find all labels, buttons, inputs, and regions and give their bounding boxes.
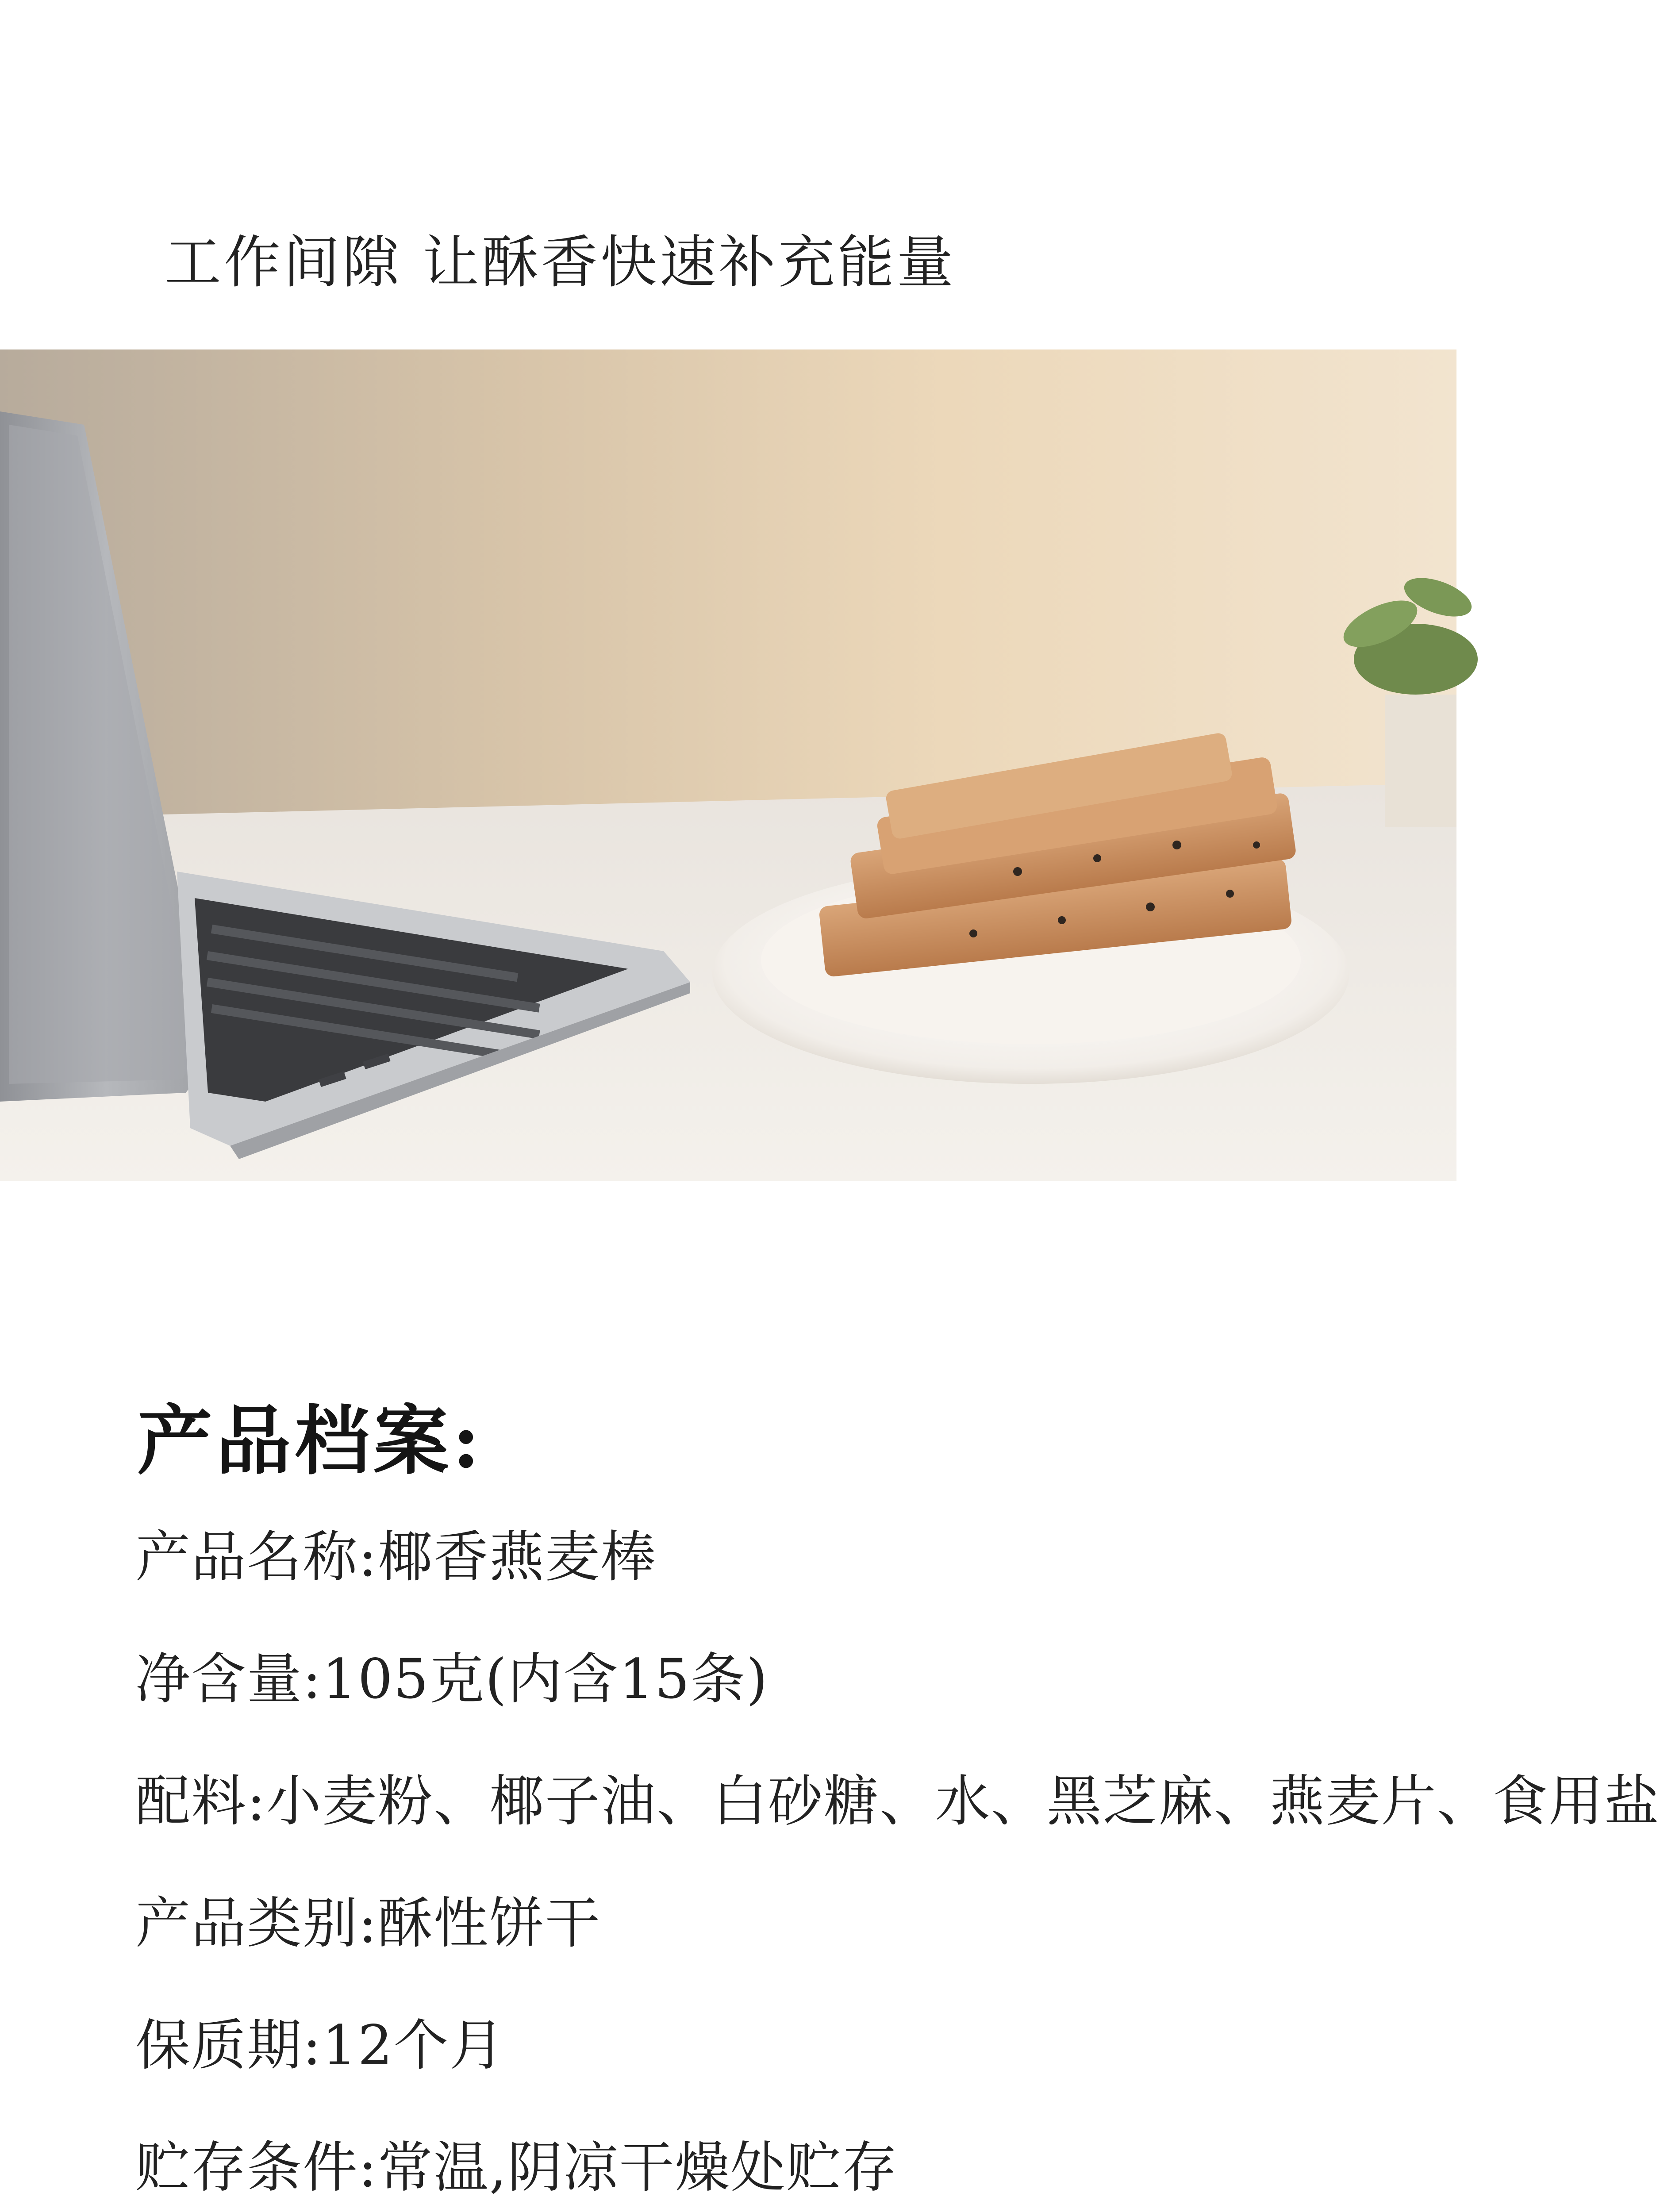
- spec-list: [135, 1513, 1660, 2212]
- spec-row-shelf-life: [135, 2001, 1418, 2124]
- spec-value: 小麦粉、椰子油、白砂糖、水、黑芝麻、燕麦片、食用盐: [266, 1770, 1660, 1833]
- spec-row-storage: [135, 2124, 1418, 2212]
- spec-row-weight: [135, 1635, 1418, 1757]
- profile-title: 产品档案:: [137, 1397, 484, 1485]
- spec-label: 产品类别:: [135, 1892, 378, 1955]
- spec-row-ingredients: [135, 1757, 1660, 1879]
- spec-value: 椰香燕麦棒: [377, 1525, 657, 1589]
- spec-label: 净含量:: [135, 1647, 322, 1711]
- spec-label: 产品名称:: [135, 1525, 378, 1589]
- hero-photo: [0, 349, 1456, 1181]
- spec-value: 常温,阴凉干燥处贮存: [377, 2136, 898, 2200]
- hero-illustration: [0, 349, 1456, 1181]
- spec-row-name: [135, 1513, 1418, 1635]
- spec-row-category: [135, 1879, 1418, 2001]
- spec-value: 105克(内含15条): [322, 1647, 769, 1711]
- spec-label: 保质期:: [135, 2014, 322, 2078]
- tagline: 工作间隙 让酥香快速补充能量: [165, 230, 956, 296]
- spec-value: 酥性饼干: [377, 1892, 601, 1955]
- spec-value: 12个月: [322, 2014, 505, 2078]
- spec-label: 配料:: [135, 1770, 266, 1833]
- spec-label: 贮存条件:: [135, 2136, 378, 2200]
